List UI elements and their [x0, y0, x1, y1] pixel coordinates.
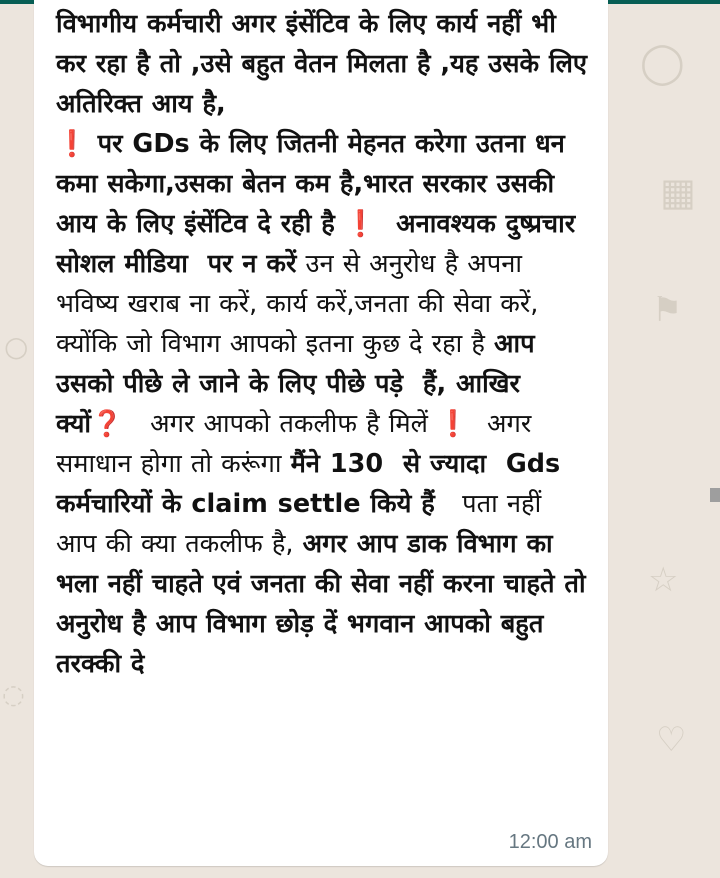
heavy-exclamation-icon: ❗	[437, 409, 469, 439]
doodle-dot-icon: ◌	[2, 680, 25, 710]
message-timestamp: 12:00 am	[508, 831, 592, 853]
message-bold-text: अनावश्यक दुष्प्रचार सोशल मीडिया पर न करें	[56, 209, 586, 279]
message-plain-text: उन से अनुरोध है अपना भविष्य खराब ना करें, कार्य करें,जनता की सेवा करें, क्योंकि जो विभाग आपको इतना कुछ दे रहा है	[56, 249, 548, 359]
message-bold-text: अगर आप डाक विभाग का भला नहीं चाहते एवं जनता की सेवा नहीं करना चाहते तो अनुरोध है आप विभाग छोड़ दें भगवान आपको बहुत तरक्की दे	[56, 529, 596, 679]
message-bold-text: विभागीय कर्मचारी अगर इंसेंटिव के लिए कार्य नहीं भी कर रहा है तो ,उसे बहुत वेतन मिलता है ,यह उसके लिए अतिरिक्त आय है,	[56, 9, 587, 119]
red-question-icon: ❓	[91, 409, 123, 439]
doodle-star-icon: ☆	[648, 560, 679, 600]
message-plain-text: अगर आपको तकलीफ है मिलें	[122, 409, 438, 439]
doodle-calendar-icon: ▦	[660, 170, 696, 214]
doodle-heart-icon: ♡	[656, 720, 687, 760]
heavy-exclamation-icon: ❗	[56, 129, 88, 159]
message-plain-text: पता नहीं आप की क्या तकलीफ है,	[56, 489, 551, 559]
message-bold-text: पर GDs के लिए जितनी मेहनत करेगा उतना धन कमा सकेगा,उसका बेतन कम है,भारत सरकार उसकी आय के लिए इंसेंटिव दे रही है	[56, 129, 575, 239]
doodle-circle-icon: ○	[4, 330, 29, 363]
message-plain-text: अगर समाधान होगा तो करूंगा	[56, 409, 541, 479]
scrollbar-handle[interactable]	[710, 488, 720, 502]
message-bold-text: मैंने 130 से ज्यादा Gds कर्मचारियों के claim settle किये हैं	[56, 449, 571, 519]
message-bold-text: आप उसको पीछे ले जाने के लिए पीछे पड़े हैं, आखिर क्यों	[56, 329, 545, 439]
heavy-exclamation-icon: ❗	[344, 209, 377, 239]
doodle-balloon-icon: ◯	[640, 40, 685, 86]
message-bubble[interactable]	[34, 0, 608, 866]
message-text	[56, 4, 596, 684]
doodle-flag-icon: ⚑	[652, 290, 683, 330]
